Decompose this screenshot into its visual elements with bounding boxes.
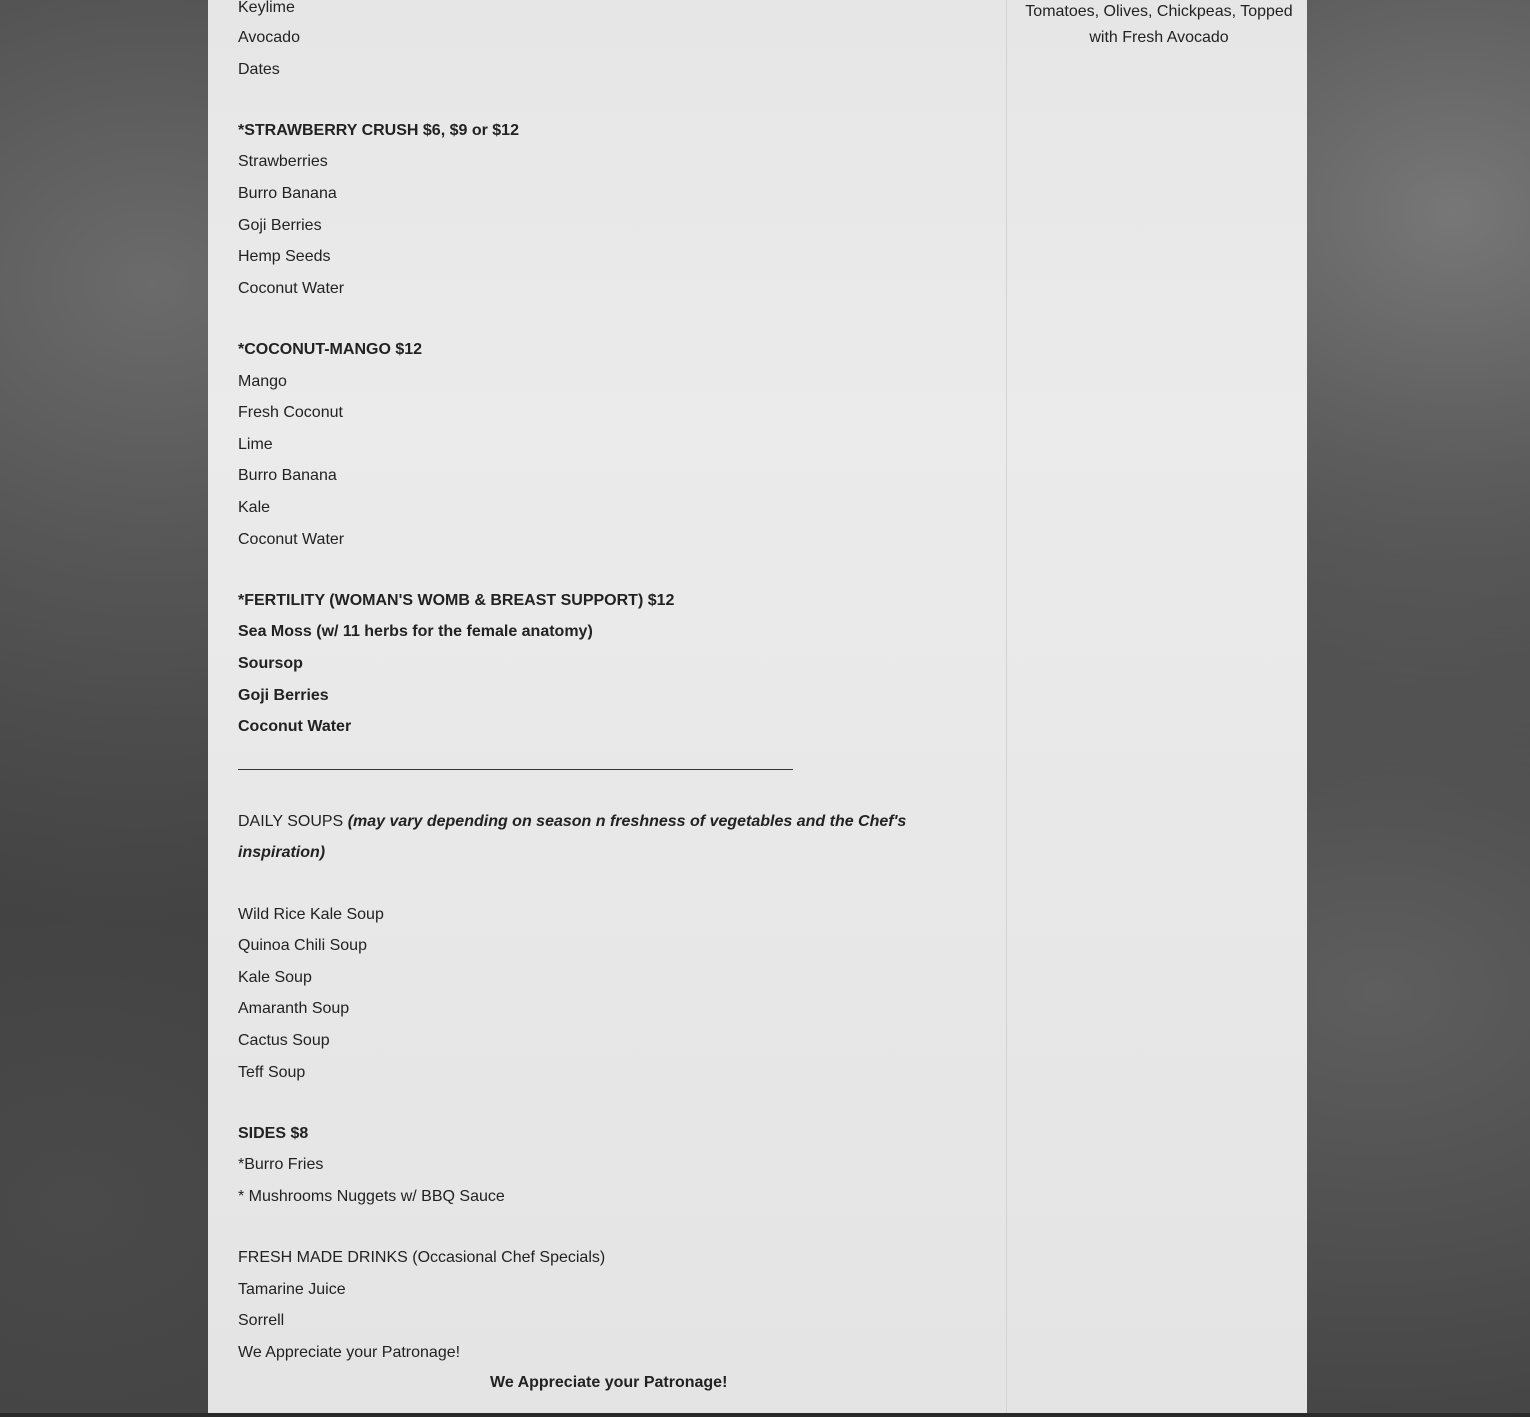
list-item: Tamarine Juice [238,1281,346,1298]
list-item: Burro Banana [238,467,337,484]
list-item: Lime [238,436,273,453]
soups-heading-line [238,812,906,832]
drinks-heading: FRESH MADE DRINKS (Occasional Chef Specials) [238,1249,606,1266]
strawberry-heading: *STRAWBERRY CRUSH $6, $9 or $12 [238,122,519,139]
list-item: Kale [238,499,271,516]
list-item: Coconut Water [238,531,345,548]
sidebar-line: Tomatoes, Olives, Chickpeas, Topped [1025,3,1293,20]
list-item: Hemp Seeds [238,248,331,265]
list-item: Soursop [238,655,303,672]
sidebar-description [1012,0,1306,51]
fertility-heading: *FERTILITY (WOMAN'S WOMB & BREAST SUPPORT) $12 [238,592,675,609]
list-item: Dates [238,61,280,78]
page-bottom-edge [0,1413,1530,1417]
list-item: Quinoa Chili Soup [238,937,367,954]
section-divider [238,769,793,770]
list-item: Strawberries [238,153,328,170]
list-item: Avocado [238,29,300,46]
coconut-mango-heading: *COCONUT-MANGO $12 [238,341,423,358]
column-divider [1006,0,1007,1413]
list-item: *Burro Fries [238,1156,324,1173]
list-item: Sea Moss (w/ 11 herbs for the female anatomy) [238,623,593,640]
list-item: Coconut Water [238,280,345,297]
list-item: Keylime [238,0,295,16]
list-item: Fresh Coconut [238,404,343,421]
list-item: Goji Berries [238,217,322,234]
soups-note-continued: inspiration) [238,844,326,861]
list-item: Teff Soup [238,1064,306,1081]
soups-note: (may vary depending on season n freshness of vegetables and the Chef's [347,813,907,830]
list-item: * Mushrooms Nuggets w/ BBQ Sauce [238,1188,505,1205]
list-item: Burro Banana [238,185,337,202]
list-item: Coconut Water [238,718,352,735]
list-item: Wild Rice Kale Soup [238,906,384,923]
list-item: Cactus Soup [238,1032,330,1049]
list-item: Sorrell [238,1312,285,1329]
list-item: Goji Berries [238,687,329,704]
list-item: Mango [238,373,287,390]
sides-heading: SIDES $8 [238,1125,309,1142]
sidebar-line: with Fresh Avocado [1089,29,1229,46]
footer-thanks: We Appreciate your Patronage! [490,1374,728,1391]
list-item: Amaranth Soup [238,1000,350,1017]
closing-text: We Appreciate your Patronage! [238,1344,461,1361]
soups-heading: DAILY SOUPS [238,813,344,830]
list-item: Kale Soup [238,969,312,986]
